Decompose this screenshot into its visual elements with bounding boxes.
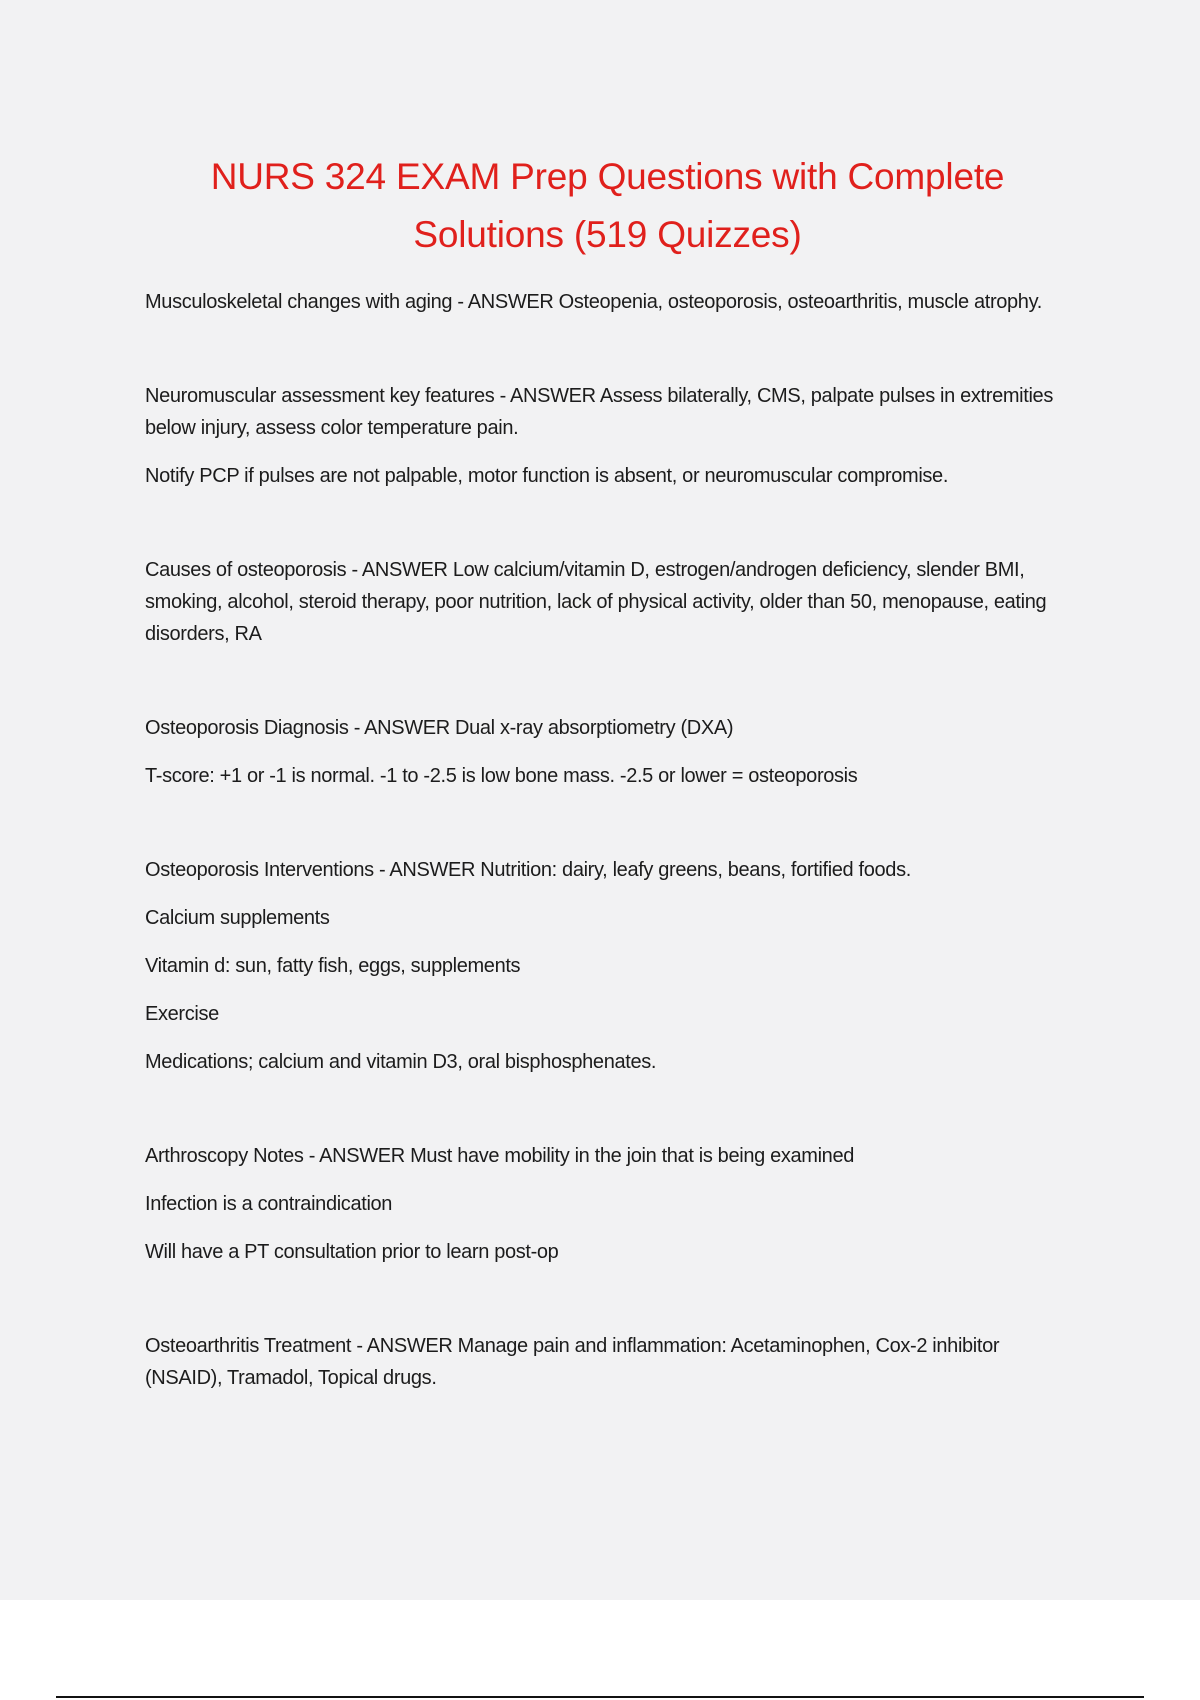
entry-paragraph: Notify PCP if pulses are not palpable, motor function is absent, or neuromuscular compromise. — [145, 465, 949, 487]
entry-paragraph: Calcium supplements — [145, 907, 330, 929]
qa-entry-neuromuscular-assessment — [145, 380, 1070, 492]
qa-entry-musculoskeletal-aging — [145, 286, 1070, 318]
qa-entry-arthroscopy-notes — [145, 1140, 1070, 1268]
qa-entry-osteoarthritis-treatment — [145, 1330, 1070, 1394]
entry-paragraph: Will have a PT consultation prior to learn post-op — [145, 1241, 559, 1263]
qa-entry-osteoporosis-causes — [145, 554, 1070, 650]
entry-paragraph: Exercise — [145, 1003, 219, 1025]
entry-paragraph: T-score: +1 or -1 is normal. -1 to -2.5 is low bone mass. -2.5 or lower = osteoporosis — [145, 765, 858, 787]
entry-paragraph: Arthroscopy Notes - ANSWER Must have mobility in the join that is being examined — [145, 1145, 854, 1167]
footer-divider — [56, 1696, 1144, 1698]
entry-paragraph: Osteoporosis Interventions - ANSWER Nutrition: dairy, leafy greens, beans, fortified foods. — [145, 859, 911, 881]
entry-paragraph: Neuromuscular assessment key features - ANSWER Assess bilaterally, CMS, palpate pulses in extremities below injury, assess color temperature pain. — [145, 385, 1053, 439]
entry-paragraph: Osteoarthritis Treatment - ANSWER Manage pain and inflammation: Acetaminophen, Cox-2 inhibitor (NSAID), Tramadol, Topical drugs. — [145, 1335, 1000, 1389]
entry-paragraph: Medications; calcium and vitamin D3, oral bisphosphenates. — [145, 1051, 657, 1073]
entry-paragraph: Musculoskeletal changes with aging - ANSWER Osteopenia, osteoporosis, osteoarthritis, muscle atrophy. — [145, 291, 1042, 313]
entry-paragraph: Infection is a contraindication — [145, 1193, 393, 1215]
entry-paragraph: Causes of osteoporosis - ANSWER Low calcium/vitamin D, estrogen/androgen deficiency, slender BMI, smoking, alcohol, steroid therapy, poor nutrition, lack of physical activity, older than 50, menopause, eating disorders, RA — [145, 559, 1047, 645]
entry-paragraph: Osteoporosis Diagnosis - ANSWER Dual x-ray absorptiometry (DXA) — [145, 717, 734, 739]
qa-entry-osteoporosis-interventions — [145, 854, 1070, 1078]
entry-paragraph: Vitamin d: sun, fatty fish, eggs, supplements — [145, 955, 521, 977]
qa-entry-osteoporosis-diagnosis — [145, 712, 1070, 792]
document-title: NURS 324 EXAM Prep Questions with Complete Solutions (519 Quizzes) — [210, 156, 1005, 255]
